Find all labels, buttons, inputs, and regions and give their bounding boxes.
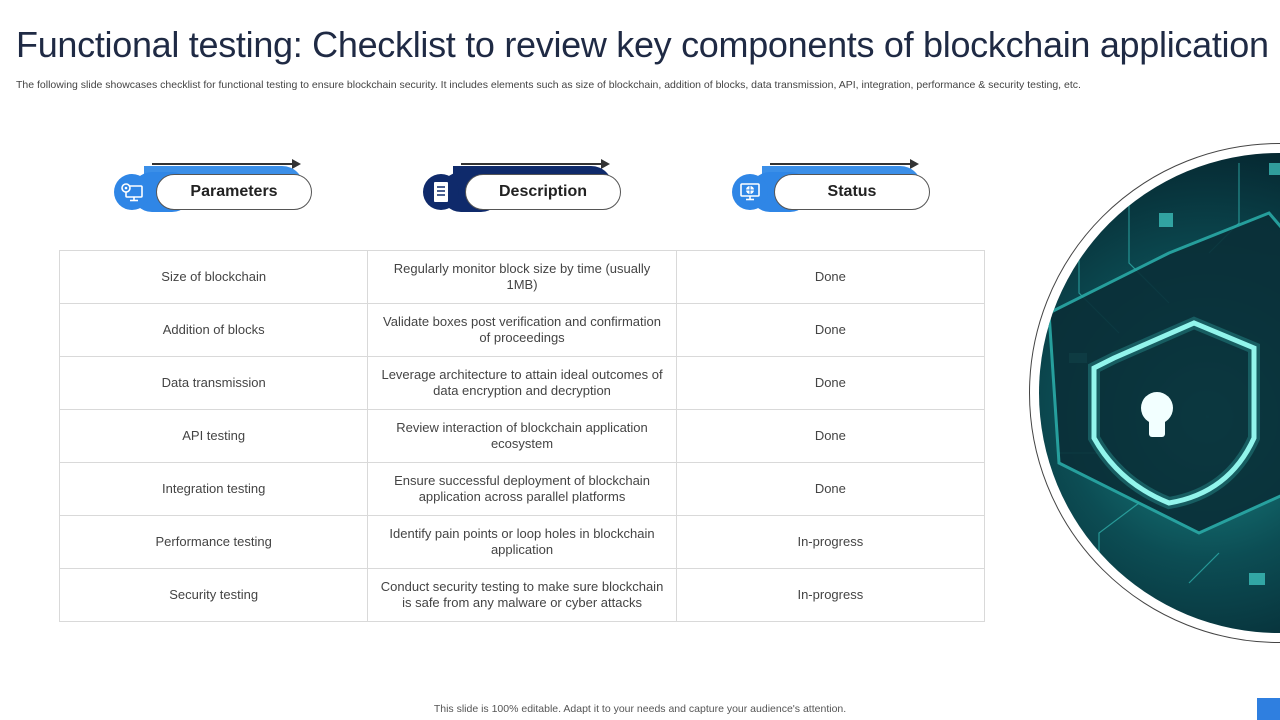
header-description-label: Description bbox=[465, 174, 621, 210]
status-cell: In-progress bbox=[676, 516, 984, 569]
shield-lock-icon bbox=[1039, 153, 1280, 633]
gear-monitor-icon bbox=[114, 174, 150, 210]
table-row bbox=[60, 251, 985, 304]
header-status bbox=[732, 156, 942, 218]
description-cell: Validate boxes post verification and confirmation of proceedings bbox=[368, 304, 676, 357]
arrow-right-icon bbox=[601, 159, 610, 169]
table-row bbox=[60, 463, 985, 516]
status-cell: Done bbox=[676, 357, 984, 410]
document-icon bbox=[423, 174, 459, 210]
status-cell: Done bbox=[676, 304, 984, 357]
description-cell: Conduct security testing to make sure blockchain is safe from any malware or cyber attacks bbox=[368, 569, 676, 622]
arrow-right-icon bbox=[292, 159, 301, 169]
description-cell: Ensure successful deployment of blockchain application across parallel platforms bbox=[368, 463, 676, 516]
description-cell: Leverage architecture to attain ideal outcomes of data encryption and decryption bbox=[368, 357, 676, 410]
parameter-cell: Data transmission bbox=[60, 357, 368, 410]
table-row bbox=[60, 569, 985, 622]
globe-monitor-icon bbox=[732, 174, 768, 210]
parameter-cell: API testing bbox=[60, 410, 368, 463]
header-arrow-line bbox=[152, 163, 294, 165]
status-cell: Done bbox=[676, 251, 984, 304]
status-cell: Done bbox=[676, 463, 984, 516]
description-cell: Identify pain points or loop holes in blockchain application bbox=[368, 516, 676, 569]
description-cell: Regularly monitor block size by time (usually 1MB) bbox=[368, 251, 676, 304]
header-parameters-label: Parameters bbox=[156, 174, 312, 210]
header-description bbox=[423, 156, 633, 218]
parameter-cell: Addition of blocks bbox=[60, 304, 368, 357]
table-row bbox=[60, 304, 985, 357]
page-subtitle: The following slide showcases checklist for functional testing to ensure blockchain security. It includes elements such as size of blockchain, addition of blocks, data transmission, API, integration, performance & security testing, etc. bbox=[16, 79, 1081, 91]
header-status-label: Status bbox=[774, 174, 930, 210]
table-row bbox=[60, 410, 985, 463]
table-row bbox=[60, 516, 985, 569]
header-parameters bbox=[114, 156, 324, 218]
table-row bbox=[60, 357, 985, 410]
status-cell: Done bbox=[676, 410, 984, 463]
parameter-cell: Security testing bbox=[60, 569, 368, 622]
description-cell: Review interaction of blockchain application ecosystem bbox=[368, 410, 676, 463]
blockchain-security-image bbox=[1039, 153, 1280, 633]
header-arrow-line bbox=[461, 163, 603, 165]
checklist-table bbox=[59, 250, 985, 622]
status-cell: In-progress bbox=[676, 569, 984, 622]
parameter-cell: Integration testing bbox=[60, 463, 368, 516]
arrow-right-icon bbox=[910, 159, 919, 169]
header-arrow-line bbox=[770, 163, 912, 165]
corner-accent bbox=[1257, 698, 1280, 720]
parameter-cell: Performance testing bbox=[60, 516, 368, 569]
footer-note: This slide is 100% editable. Adapt it to your needs and capture your audience's attention. bbox=[433, 703, 847, 715]
page-title: Functional testing: Checklist to review key components of blockchain application bbox=[16, 24, 1269, 65]
parameter-cell: Size of blockchain bbox=[60, 251, 368, 304]
